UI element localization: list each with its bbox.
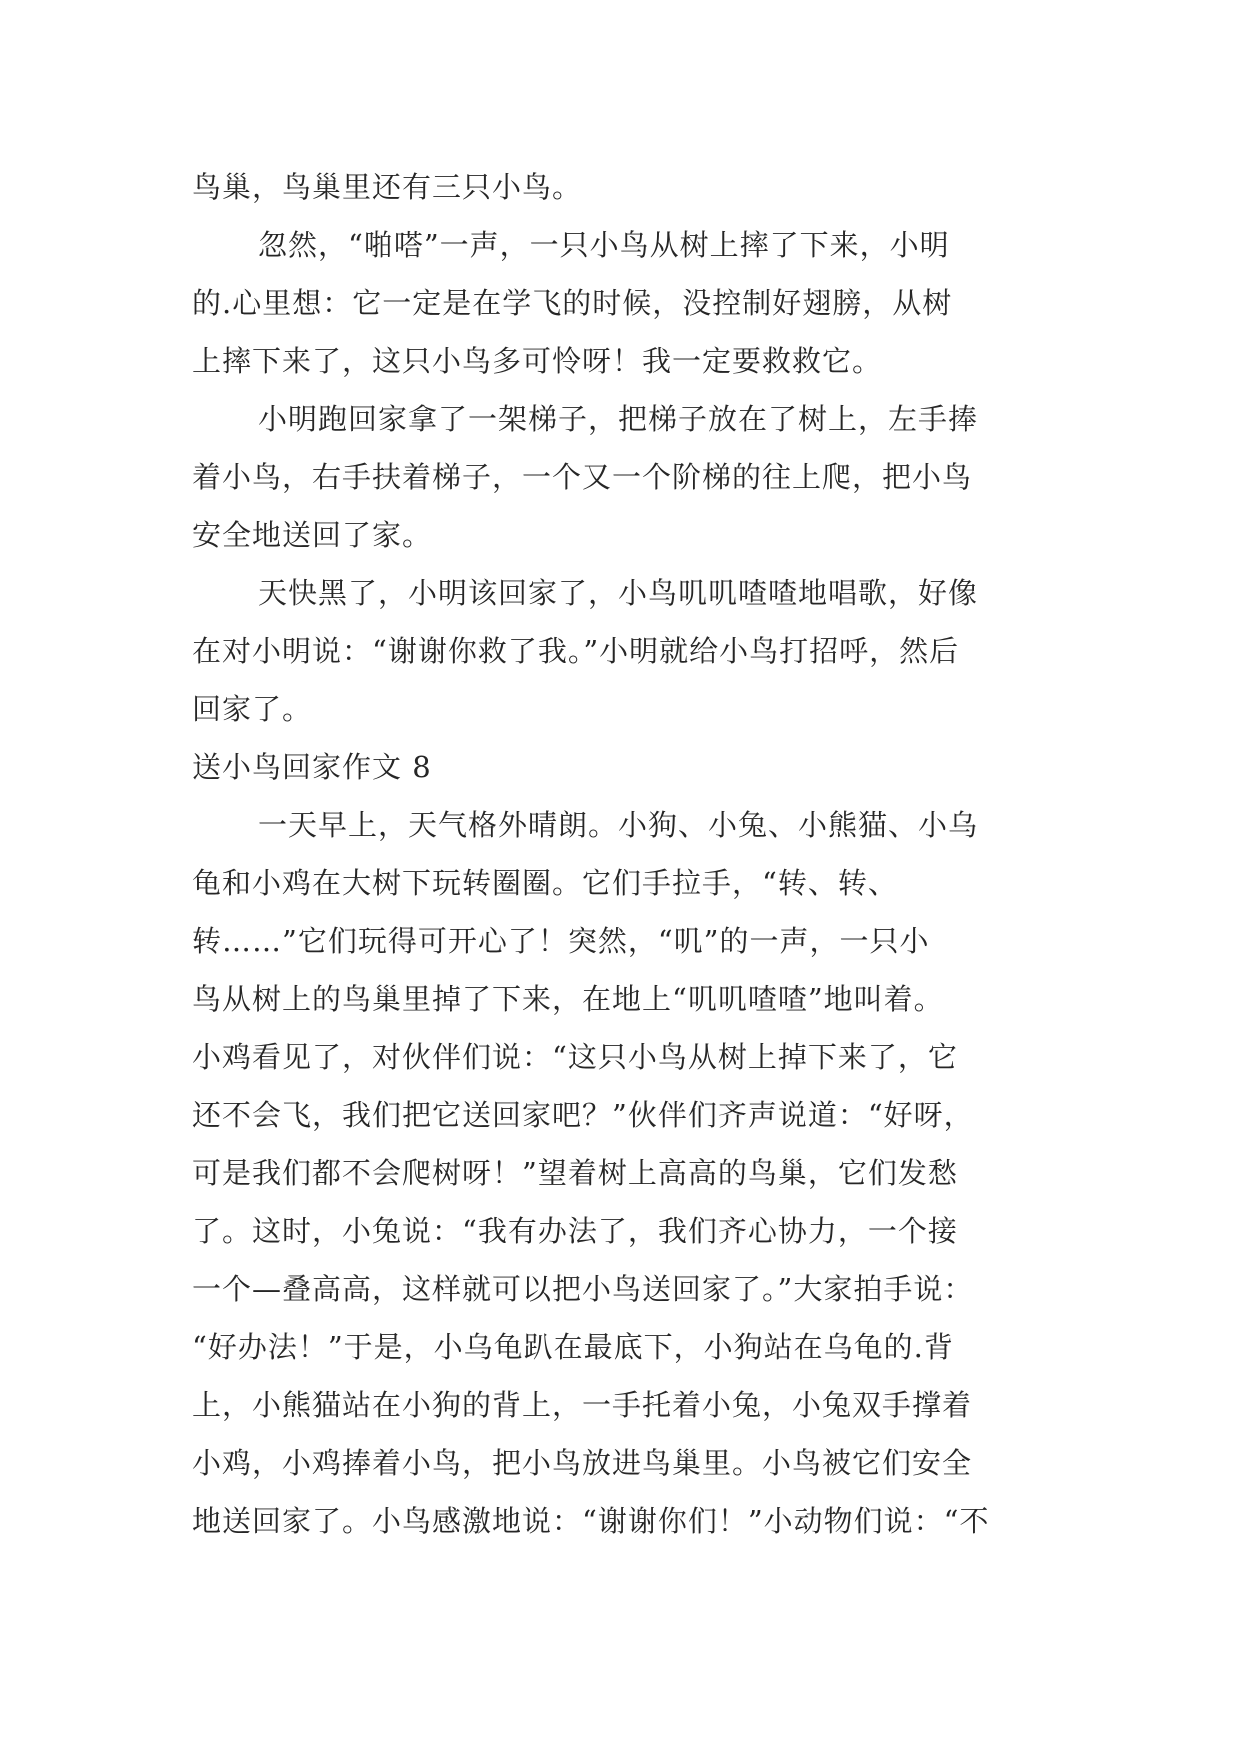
text-line: 还不会飞，我们把它送回家吧？”伙伴们齐声说道：“好呀， <box>192 1098 974 1132</box>
paragraph-start-line: 小明跑回家拿了一架梯子，把梯子放在了树上，左手捧 <box>258 402 979 436</box>
text-line: 一个—叠高高，这样就可以把小鸟送回家了。”大家拍手说： <box>192 1272 974 1306</box>
text-line: 的.心里想：它一定是在学飞的时候，没控制好翅膀，从树 <box>192 286 953 320</box>
text-line: 在对小明说：“谢谢你救了我。”小明就给小鸟打招呼，然后 <box>192 634 960 668</box>
essay-heading: 送小鸟回家作文 8 <box>192 750 432 784</box>
essay-text <box>192 158 1052 1550</box>
text-line: 了。这时，小兔说：“我有办法了，我们齐心协力，一个接 <box>192 1214 958 1248</box>
text-line: 龟和小鸡在大树下玩转圈圈。它们手拉手，“转、转、 <box>192 866 898 900</box>
text-line: 回家了。 <box>192 692 313 726</box>
text-line: 小鸡看见了，对伙伴们说：“这只小鸟从树上掉下来了，它 <box>192 1040 958 1074</box>
text-line: 上，小熊猫站在小狗的背上，一手托着小兔，小兔双手撑着 <box>192 1388 973 1422</box>
paragraph-start-line: 天快黑了，小明该回家了，小鸟叽叽喳喳地唱歌，好像 <box>258 576 979 610</box>
text-line: 可是我们都不会爬树呀！”望着树上高高的鸟巢，它们发愁 <box>192 1156 958 1190</box>
paragraph-start-line: 一天早上，天气格外晴朗。小狗、小兔、小熊猫、小乌 <box>258 808 979 842</box>
text-line: 着小鸟，右手扶着梯子，一个又一个阶梯的往上爬，把小鸟 <box>192 460 973 494</box>
text-line: 鸟从树上的鸟巢里掉了下来，在地上“叽叽喳喳”地叫着。 <box>192 982 944 1016</box>
text-line: 小鸡，小鸡捧着小鸟，把小鸟放进鸟巢里。小鸟被它们安全 <box>192 1446 973 1480</box>
paragraph-start-line: 忽然，“啪嗒”一声，一只小鸟从树上摔了下来，小明 <box>258 228 950 262</box>
text-line: 上摔下来了，这只小鸟多可怜呀！我一定要救救它。 <box>192 344 883 378</box>
text-line: 转……”它们玩得可开心了！突然，“叽”的一声，一只小 <box>192 924 930 958</box>
text-line: 地送回家了。小鸟感激地说：“谢谢你们！”小动物们说：“不 <box>192 1504 990 1538</box>
text-line: 鸟巢，鸟巢里还有三只小鸟。 <box>192 170 583 204</box>
text-line: “好办法！”于是，小乌龟趴在最底下，小狗站在乌龟的.背 <box>192 1330 954 1364</box>
text-line: 安全地送回了家。 <box>192 518 433 552</box>
